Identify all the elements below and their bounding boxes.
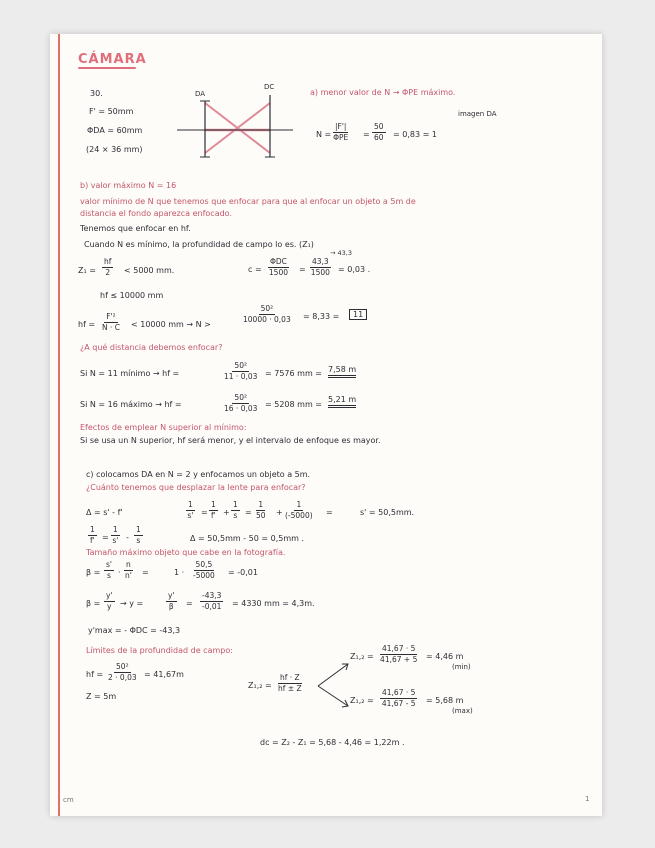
c-equals: = xyxy=(299,265,306,274)
thin-plus: + xyxy=(223,508,230,517)
fraction-f-phipe xyxy=(333,123,348,141)
diameter: ΦDA = 60mm xyxy=(87,126,143,135)
fraction-num: 1 xyxy=(296,500,302,509)
fraction-den: f' xyxy=(90,535,95,545)
fraction-num: hf xyxy=(104,257,112,266)
fraction-num: 50² xyxy=(234,361,247,370)
dof-hf-frac xyxy=(108,663,137,681)
part-c-heading2: ¿Cuánto tenemos que desplazar la lente para enfocar? xyxy=(86,483,306,492)
y-frac-2 xyxy=(166,592,177,610)
fraction-num: hf · Z xyxy=(280,673,300,682)
fraction-num: 1 xyxy=(188,500,193,509)
fraction-num: y' xyxy=(168,591,175,600)
thin-lens-2 xyxy=(209,501,218,519)
beta-frac-1 xyxy=(104,561,114,579)
n11-result: = 7576 mm = xyxy=(265,369,322,378)
lens-minus: - xyxy=(126,533,129,542)
image-note: imagen DA xyxy=(458,110,497,118)
fraction-den: s xyxy=(107,570,111,580)
fraction-num: 50,5 xyxy=(195,560,213,569)
z1-lhs: Z₁,₂ = xyxy=(350,652,374,661)
z12-frac xyxy=(278,674,302,692)
delta-def: Δ = s' - f' xyxy=(86,508,123,517)
fraction-den: (-5000) xyxy=(285,510,313,520)
fraction-den: N · C xyxy=(102,322,120,332)
fraction-den: s' xyxy=(187,510,194,520)
part-a-heading: a) menor valor de N → ΦPE máximo. xyxy=(310,88,456,97)
c-result: = 0,03 . xyxy=(338,265,371,274)
s-prime-result: s' = 50,5mm. xyxy=(360,508,415,517)
fraction-num: -43,3 xyxy=(202,591,222,600)
fraction-num: 1 xyxy=(90,525,95,534)
thin-lens-5 xyxy=(285,501,313,519)
fraction-num: 50² xyxy=(116,662,129,671)
page-title: CÁMARA xyxy=(78,52,147,67)
lens-eq-1 xyxy=(88,526,97,544)
beta-dot: · xyxy=(118,568,121,577)
fraction-den: 41,67 + 5 xyxy=(380,654,418,664)
delta-result: Δ = 50,5mm - 50 = 0,5mm . xyxy=(190,534,304,543)
fraction-num: |F'| xyxy=(335,122,347,131)
ymax-line: y'max = - ΦDC = -43,3 xyxy=(88,626,181,635)
z2-tag: (max) xyxy=(452,707,473,715)
z2-frac xyxy=(380,689,417,707)
fraction-num: 41,67 · 5 xyxy=(382,644,416,653)
fraction-den: 11 · 0,03 xyxy=(224,371,258,381)
fraction-num: 41,67 · 5 xyxy=(382,688,416,697)
n-result: = 8,33 = xyxy=(303,312,340,321)
size-heading: Tamaño máximo objeto que cabe en la fotografía. xyxy=(86,548,286,557)
lens-eq-3 xyxy=(134,526,143,544)
fraction-den: 50 xyxy=(256,510,266,520)
footer-brand: cm xyxy=(63,796,74,804)
thin-eq2: = xyxy=(245,508,252,517)
fraction-den: 1500 xyxy=(310,267,330,277)
fraction-den: 2 xyxy=(105,267,111,277)
c-lhs: c = xyxy=(248,265,262,274)
fraction-num: 50 xyxy=(374,122,384,131)
fraction-num: 1 xyxy=(233,500,238,509)
format: (24 × 36 mm) xyxy=(86,145,143,154)
fraction-50-60 xyxy=(372,123,386,141)
fraction-n11 xyxy=(224,362,257,380)
equals-sign: = xyxy=(363,130,370,139)
beta-frac-2 xyxy=(124,561,133,579)
n11-final: 7,58 m xyxy=(328,366,356,378)
part-b-heading: b) valor máximo N = 16 xyxy=(80,181,177,190)
diagram-label-da: DA xyxy=(195,90,206,98)
n16-final: 5,21 m xyxy=(328,396,356,408)
n-lhs: N = xyxy=(316,130,332,139)
question-heading: ¿A qué distancia debemos enfocar? xyxy=(80,343,223,352)
y-frac-3 xyxy=(200,592,223,610)
fraction-den: β xyxy=(168,601,174,611)
dof-hf-result: = 41,67m xyxy=(144,670,184,679)
fraction-num: s' xyxy=(106,560,112,569)
focal-length: F' = 50mm xyxy=(89,107,134,116)
fraction-f2-nc xyxy=(102,313,120,331)
fraction-den: -5000 xyxy=(193,570,215,580)
y-lhs: β = xyxy=(86,599,101,608)
part-b-line3: Tenemos que enfocar en hf. xyxy=(80,224,191,233)
thin-plus2: + xyxy=(276,508,283,517)
fraction-den: y xyxy=(107,601,112,611)
part-a-result: = 0,83 ≃ 1 xyxy=(393,130,437,139)
margin-line xyxy=(58,34,60,816)
z2-lhs: Z₁,₂ = xyxy=(350,696,374,705)
fraction-num: 1 xyxy=(136,525,141,534)
dof-hf-lhs: hf = xyxy=(86,670,104,679)
beta-eq: = xyxy=(142,568,149,577)
effects-heading: Efectos de emplear N superior al mínimo: xyxy=(80,423,247,432)
fraction-den: s xyxy=(233,510,238,520)
fraction-hf-2 xyxy=(102,258,113,276)
lens-diagram xyxy=(175,95,295,160)
fraction-num: F'² xyxy=(106,312,116,321)
dof-heading: Límites de la profundidad de campo: xyxy=(86,646,233,655)
fraction-num: 43,3 xyxy=(312,257,329,266)
beta-one: 1 · xyxy=(174,568,185,577)
fraction-num: 1 xyxy=(113,525,118,534)
fraction-den: 10000 · 0,03 xyxy=(243,314,291,324)
hf-rhs: < 10000 mm → N > xyxy=(131,320,211,329)
page-number: 1 xyxy=(585,795,590,803)
fraction-num: ΦDC xyxy=(270,257,287,266)
fraction-den: n' xyxy=(124,570,132,580)
beta-frac-3 xyxy=(193,561,215,579)
fraction-num: n xyxy=(126,560,131,569)
dc-result: dc = Z₂ - Z₁ = 5,68 - 4,46 = 1,22m . xyxy=(260,738,405,747)
y-arrow: → y = xyxy=(120,599,144,608)
y-result: = 4330 mm = 4,3m. xyxy=(232,599,315,608)
fraction-den: s' xyxy=(112,535,119,545)
z12-lhs: Z₁,₂ = xyxy=(248,681,272,690)
fraction-num: 50² xyxy=(234,393,247,402)
fraction-den: ΦPE xyxy=(333,132,349,142)
title-underline xyxy=(78,67,136,69)
z1-lhs: Z₁ = xyxy=(78,266,96,275)
fraction-den: f' xyxy=(211,510,216,520)
part-b-line2: distancia el fondo aparezca enfocado. xyxy=(80,209,232,218)
lens-eq-2 xyxy=(111,526,120,544)
part-b-line1: valor mínimo de N que tenemos que enfocar para que al enfocar un objeto a 5m de xyxy=(80,197,416,206)
fraction-num: 1 xyxy=(211,500,216,509)
z2-result: = 5,68 m xyxy=(426,696,464,705)
lens-eq: = xyxy=(102,533,109,542)
n16-label: Si N = 16 máximo → hf = xyxy=(80,400,182,409)
beta-result: = -0,01 xyxy=(228,568,258,577)
z1-frac xyxy=(380,645,417,663)
problem-number: 30. xyxy=(90,89,103,98)
z1-rhs: < 5000 mm. xyxy=(124,266,175,275)
fraction-n-bound xyxy=(243,305,291,323)
fraction-433-1500 xyxy=(310,258,331,276)
hf-condition: hf ≤ 10000 mm xyxy=(100,291,164,300)
c-note: → 43,3 xyxy=(330,249,352,257)
part-b-line4: Cuando N es mínimo, la profundidad de campo lo es. (Z₁) xyxy=(84,240,314,249)
fraction-den: hf ± Z xyxy=(278,683,302,693)
fraction-den: 60 xyxy=(374,132,384,142)
fraction-den: 16 · 0,03 xyxy=(224,403,258,413)
n-boxed-answer: 11 xyxy=(349,309,367,320)
n16-result: = 5208 mm = xyxy=(265,400,322,409)
part-c-heading1: c) colocamos DA en N = 2 y enfocamos un objeto a 5m. xyxy=(86,470,311,479)
thin-eq: = xyxy=(201,508,208,517)
z1-result: = 4,46 m xyxy=(426,652,464,661)
fraction-den: s xyxy=(136,535,141,545)
fraction-den: -0,01 xyxy=(202,601,222,611)
fraction-den: 1500 xyxy=(268,267,288,277)
y-frac-1 xyxy=(104,592,115,610)
fraction-den: 41,67 - 5 xyxy=(381,698,416,708)
thin-lens-1 xyxy=(186,501,195,519)
effects-text: Si se usa un N superior, hf será menor, y el intervalo de enfoque es mayor. xyxy=(80,436,381,445)
fraction-phidc-1500 xyxy=(268,258,289,276)
branch-arrows xyxy=(316,660,350,710)
diagram-label-dc: DC xyxy=(264,83,275,91)
z1-tag: (min) xyxy=(452,663,471,671)
fraction-num: 50² xyxy=(260,304,274,313)
y-eq: = xyxy=(186,599,193,608)
beta-lhs: β = xyxy=(86,568,101,577)
hf-lhs: hf = xyxy=(78,320,96,329)
fraction-num: y' xyxy=(106,591,113,600)
thin-eq3: = xyxy=(326,508,333,517)
z-line: Z = 5m xyxy=(86,692,117,701)
fraction-n16 xyxy=(224,394,257,412)
n11-label: Si N = 11 mínimo → hf = xyxy=(80,369,180,378)
fraction-num: 1 xyxy=(258,500,264,509)
thin-lens-3 xyxy=(231,501,240,519)
fraction-den: 2 · 0,03 xyxy=(108,672,137,682)
thin-lens-4 xyxy=(256,501,266,519)
